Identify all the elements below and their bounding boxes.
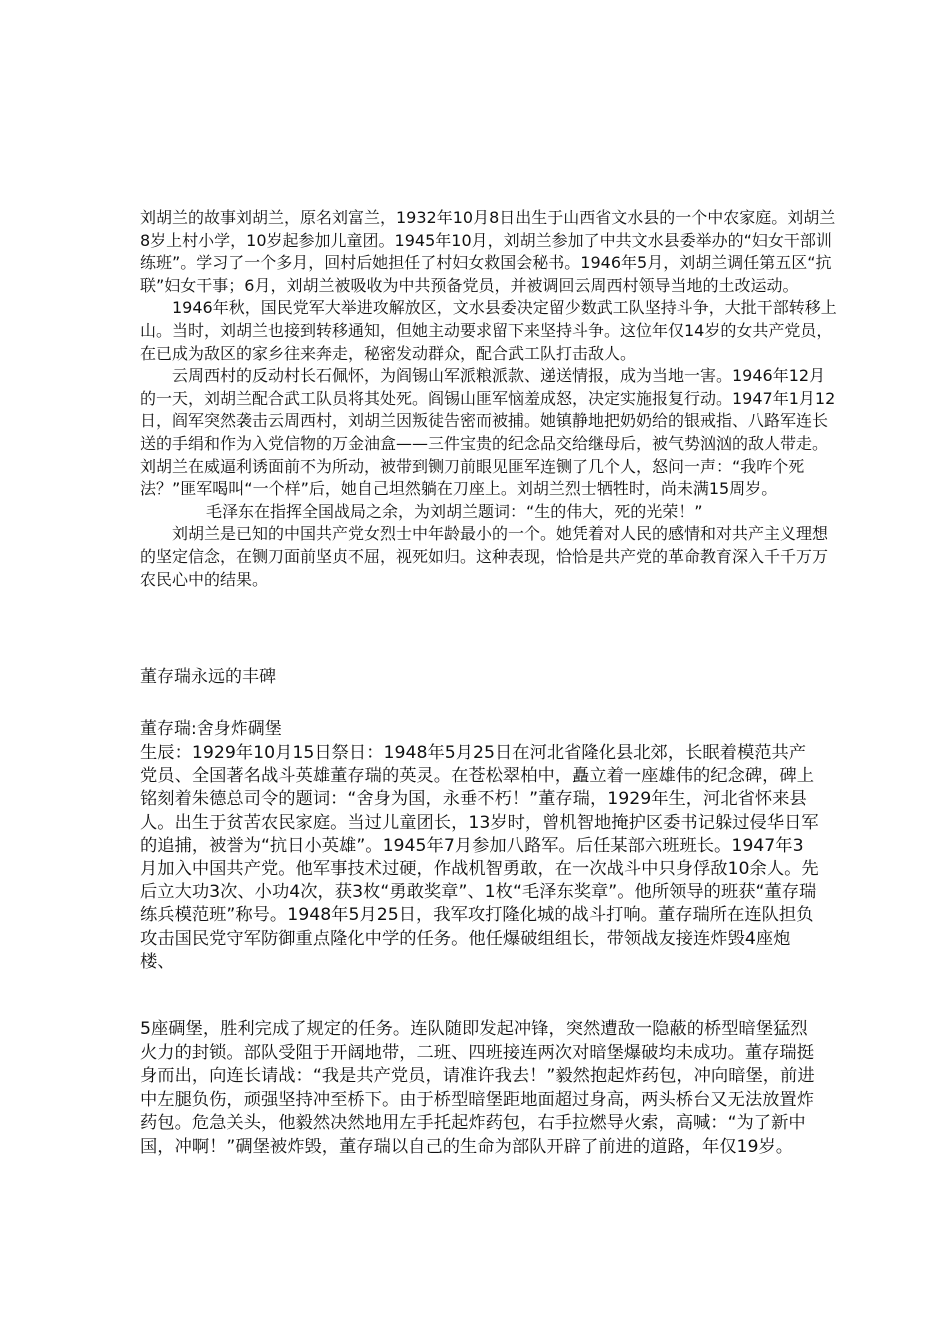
dong-cunrui-story bbox=[140, 742, 820, 974]
paragraph: 5座碉堡，胜利完成了规定的任务。连队随即发起冲锋，突然遭敌一隐蔽的桥型暗堡猛烈火力的封锁。部队受阻于开阔地带，二班、四班接连两次对暗堡爆破均未成功。董存瑞挺身而出，向连长请战：“我是共产党员，请准许我去！”毅然抱起炸药包，冲向暗堡，前进中左腿负伤，顽强坚持冲至桥下。由于桥型暗堡距地面超过身高，两头桥台又无法放置炸药包。危急关头，他毅然决然地用左手托起炸药包，右手拉燃导火索，高喊：“为了新中国，冲啊！”碉堡被炸毁，董存瑞以自己的生命为部队开辟了前进的道路，年仅19岁。 bbox=[140, 1019, 815, 1157]
dong-cunrui-story-continued bbox=[140, 1018, 820, 1160]
paragraph: 毛泽东在指挥全国战局之余，为刘胡兰题词：“生的伟大，死的光荣！” bbox=[206, 501, 703, 521]
paragraph: 云周西村的反动村长石佩怀，为阎锡山军派粮派款、递送情报，成为当地一害。1946年12月的一天，刘胡兰配合武工队员将其处死。阎锡山匪军恼羞成怒，决定实施报复行动。1947年1月12日，阎军突然袭击云周西村，刘胡兰因叛徒告密而被捕。她镇静地把奶奶给的银戒指、八路军连长送的手绢和作为入党信物的万金油盒——三件宝贵的纪念品交给继母后，被气势汹汹的敌人带走。刘胡兰在威逼利诱面前不为所动，被带到铡刀前眼见匪军连铡了几个人，怒问一声：“我咋个死法？”匪军喝叫“一个样”后，她自己坦然躺在刀座上。刘胡兰烈士牺牲时，尚未满15周岁。 bbox=[140, 366, 836, 499]
paragraph: 生辰：1929年10月15日祭日：1948年5月25日在河北省隆化县北郊，长眠着模范共产党员、全国著名战斗英雄董存瑞的英灵。在苍松翠柏中，矗立着一座雄伟的纪念碑，碑上铭刻着朱德总司令的题词：“舍身为国，永垂不朽！”董存瑞，1929年生，河北省怀来县人。出生于贫苦农民家庭。当过儿童团长，13岁时，曾机智地掩护区委书记躲过侵华日军的追捕，被誉为“抗日小英雄”。1945年7月参加八路军。后任某部六班班长。1947年3月加入中国共产党。他军事技术过硬，作战机智勇敢，在一次战斗中只身俘敌10余人。先后立大功3次、小功4次，获3枚“勇敢奖章”、1枚“毛泽东奖章”。他所领导的班获“董存瑞练兵模范班”称号。1948年5月25日，我军攻打隆化城的战斗打响。董存瑞所在连队担负攻击国民党守军防御重点隆化中学的任务。他任爆破组组长，带领战友接连炸毁4座炮楼、 bbox=[140, 743, 819, 972]
section-heading: 董存瑞永远的丰碑 bbox=[140, 667, 276, 687]
paragraph: 刘胡兰的故事刘胡兰，原名刘富兰，1932年10月8日出生于山西省文水县的一个中农家庭。刘胡兰8岁上村小学，10岁起参加儿童团。1945年10月，刘胡兰参加了中共文水县委举办的“妇女干部训练班”。学习了一个多月，回村后她担任了村妇女救国会秘书。1946年5月，刘胡兰调任第五区“抗联”妇女干事；6月，刘胡兰被吸收为中共预备党员，并被调回云周西村领导当地的土改运动。 bbox=[140, 208, 836, 295]
paragraph: 刘胡兰是已知的中国共产党女烈士中年龄最小的一个。她凭着对人民的感情和对共产主义理想的坚定信念，在铡刀面前坚贞不屈，视死如归。这种表现，恰恰是共产党的革命教育深入千千万万农民心中的结果。 bbox=[140, 524, 829, 589]
liu-hulan-story bbox=[140, 207, 840, 591]
paragraph: 1946年秋，国民党军大举进攻解放区，文水县委决定留少数武工队坚持斗争，大批干部转移上山。当时，刘胡兰也接到转移通知，但她主动要求留下来坚持斗争。这位年仅14岁的女共产党员，在已成为敌区的家乡往来奔走，秘密发动群众，配合武工队打击敌人。 bbox=[140, 298, 837, 363]
section-heading: 董存瑞:舍身炸碉堡 bbox=[140, 719, 282, 739]
